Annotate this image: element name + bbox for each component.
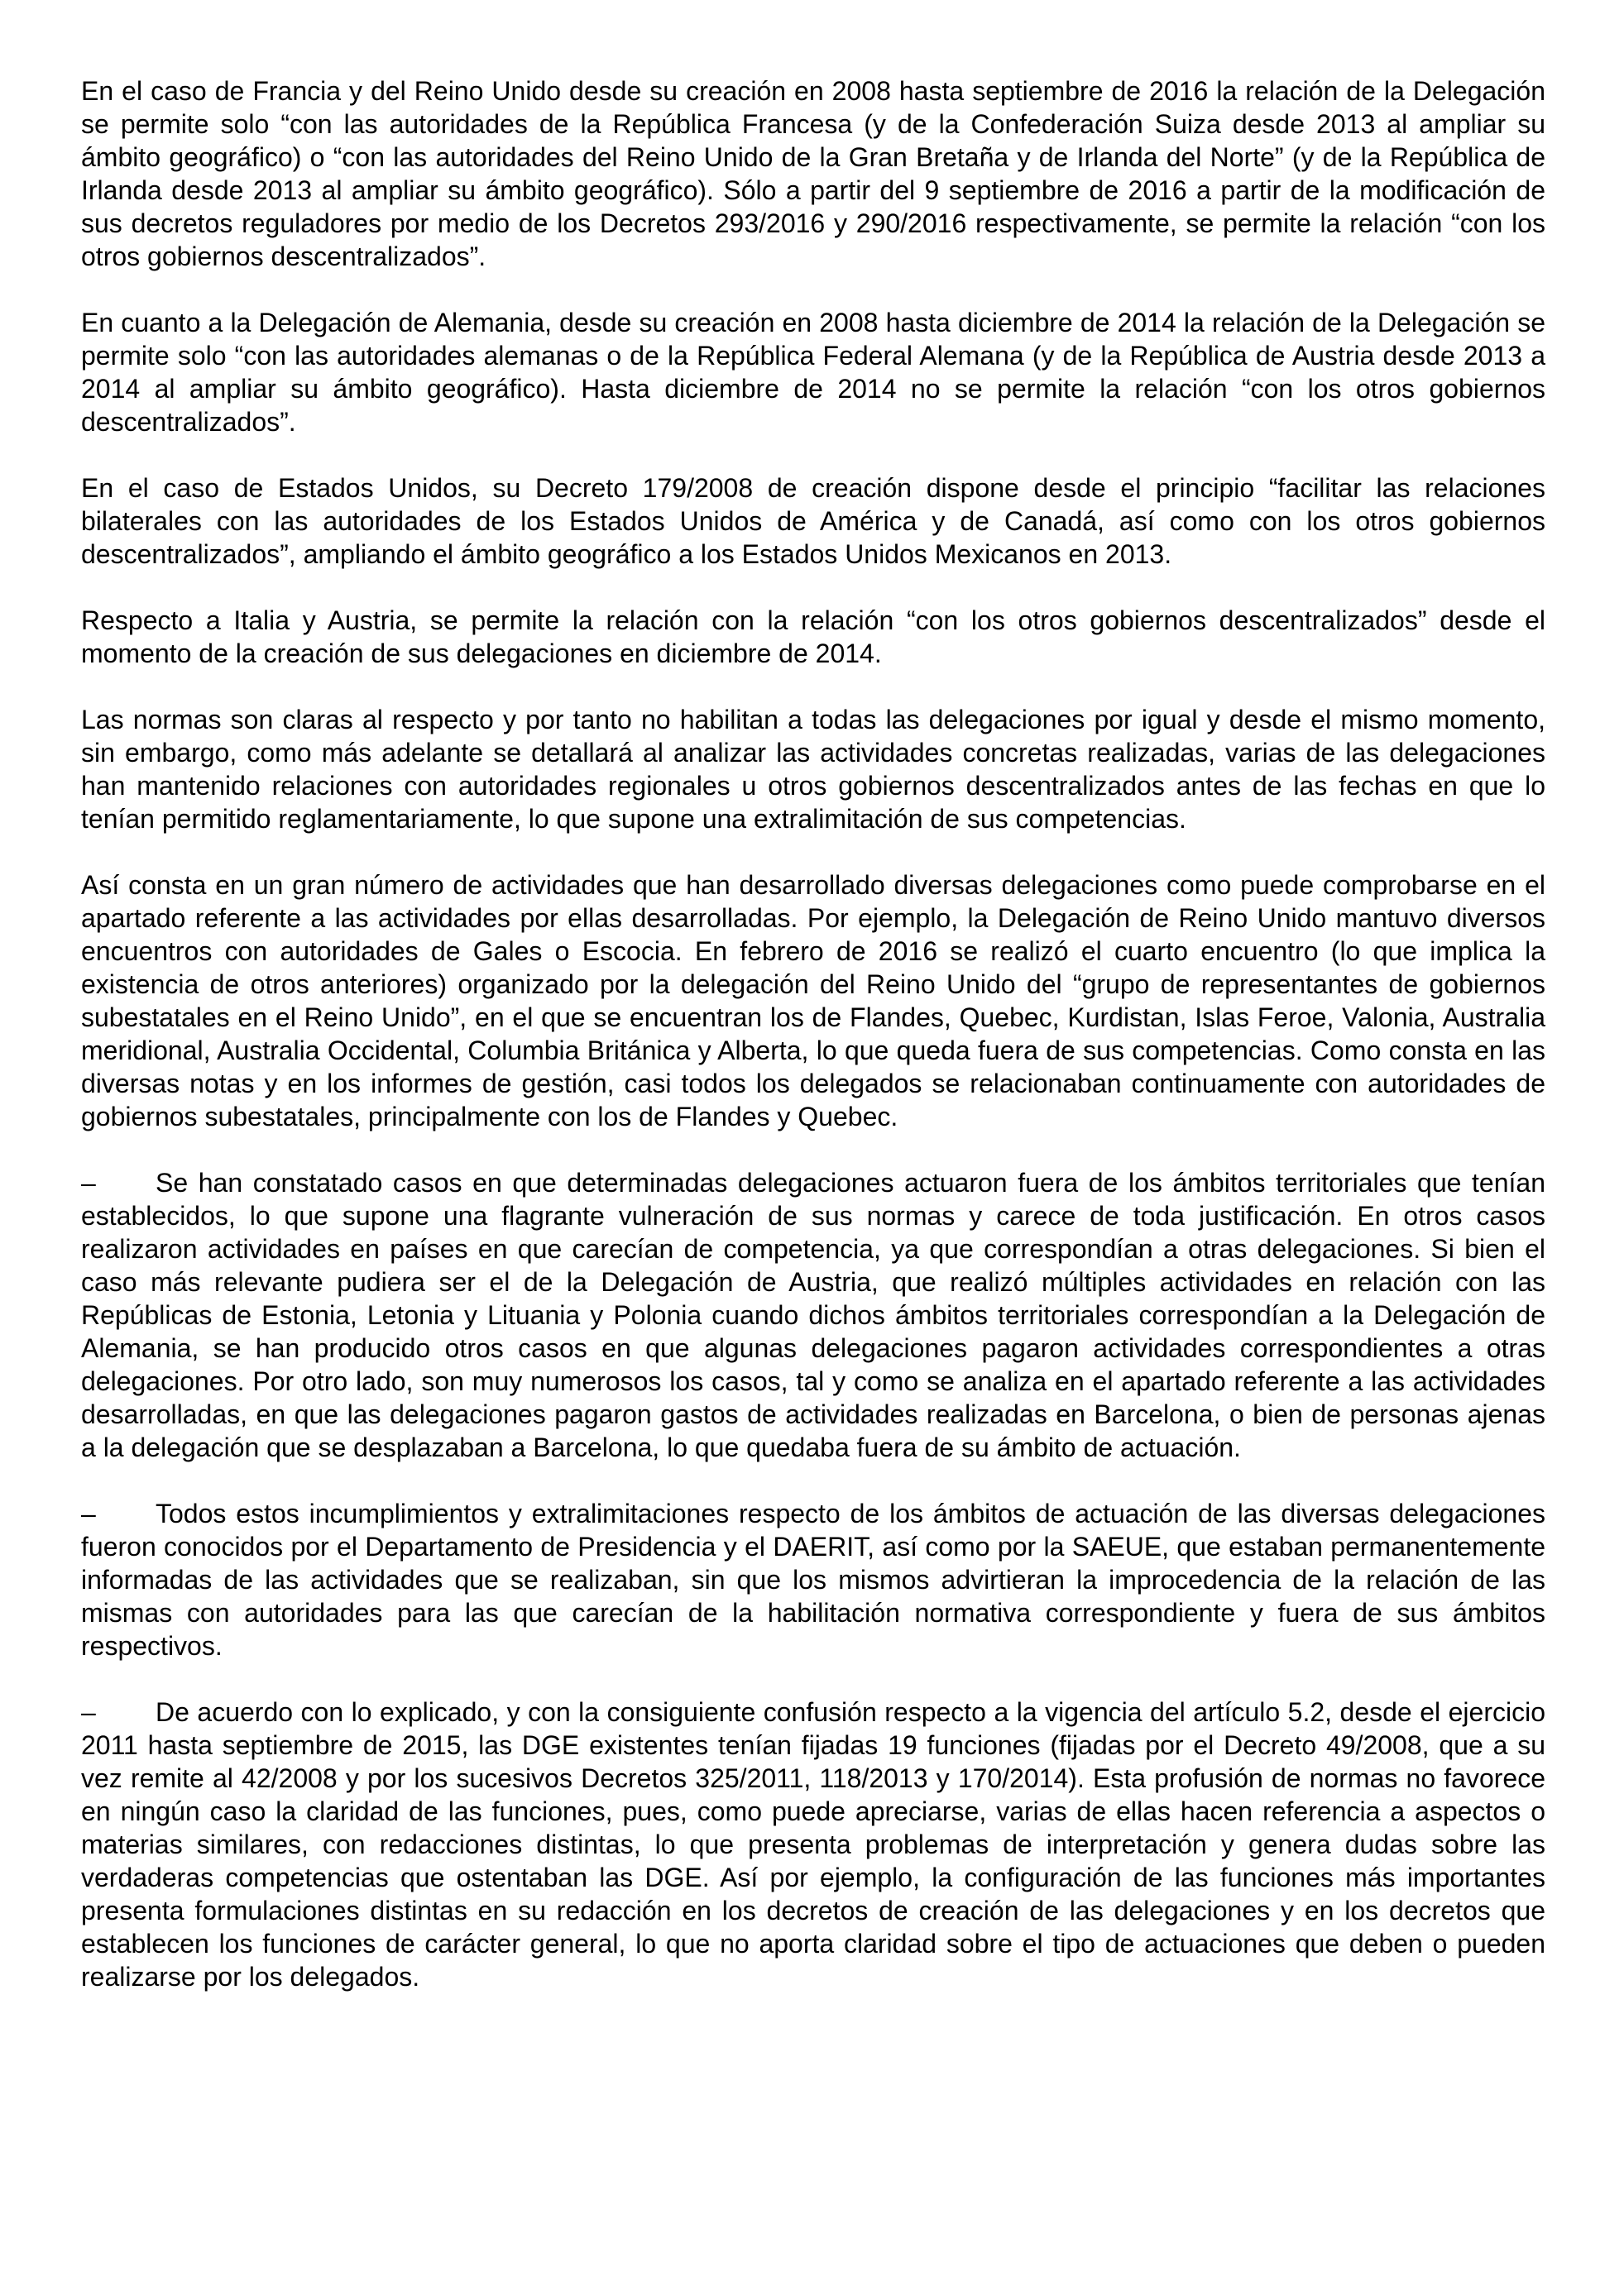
paragraph-norms: Las normas son claras al respecto y por tanto no habilitan a todas las delegaciones por igual y desde el mismo momento, sin embargo, como más adelante se detallará al analizar las actividades concretas realizadas, varias de las delegaciones han mantenido relaciones con autoridades regionales u otros gobiernos descentralizados antes de las fechas en que lo tenían permitido reglamentariamente, lo que supone una extralimitación de sus competencias.: [81, 705, 1545, 834]
dash-marker: –: [81, 1168, 96, 1198]
bullet-dge-functions: [81, 1696, 1545, 1993]
paragraph-activities: Así consta en un gran número de actividades que han desarrollado diversas delegaciones como puede comprobarse en el apartado referente a las actividades por ellas desarrolladas. Por ejemplo, la Delegación de Reino Unido mantuvo diversos encuentros con autoridades de Gales o Escocia. En febrero de 2016 se realizó el cuarto encuentro (lo que implica la existencia de otros anteriores) organizado por la delegación del Reino Unido del “grupo de representantes de gobiernos subestatales en el Reino Unido”, en el que se encuentran los de Flandes, Quebec, Kurdistan, Islas Feroe, Valonia, Australia meridional, Australia Occidental, Columbia Británica y Alberta, lo que queda fuera de sus competencias. Como consta en las diversas notas y en los informes de gestión, casi todos los delegados se relacionaban continuamente con autoridades de gobiernos subestatales, principalmente con los de Flandes y Quebec.: [81, 870, 1545, 1131]
bullet-text: Todos estos incumplimientos y extralimitaciones respecto de los ámbitos de actuación de las diversas delegaciones fueron conocidos por el Departamento de Presidencia y el DAERIT, así como por la SAEUE, que estaban permanentemente informadas de las actividades que se realizaban, sin que los mismos advirtieran la improcedencia de la relación de las mismas con autoridades para las que carecían de la habilitación normativa correspondiente y fuera de sus ámbitos respectivos.: [81, 1499, 1545, 1661]
paragraph-france-uk: En el caso de Francia y del Reino Unido desde su creación en 2008 hasta septiembre de 2016 la relación de la Delegación se permite solo “con las autoridades de la República Francesa (y de la Confederación Suiza desde 2013 al ampliar su ámbito geográfico) o “con las autoridades del Reino Unido de la Gran Bretaña y de Irlanda del Norte” (y de la República de Irlanda desde 2013 al ampliar su ámbito geográfico). Sólo a partir del 9 septiembre de 2016 a partir de la modificación de sus decretos reguladores por medio de los Decretos 293/2016 y 290/2016 respectivamente, se permite la relación “con los otros gobiernos descentralizados”.: [81, 76, 1545, 271]
paragraph-italy-austria: Respecto a Italia y Austria, se permite la relación con la relación “con los otros gobiernos descentralizados” desde el momento de la creación de sus delegaciones en diciembre de 2014.: [81, 605, 1545, 668]
dash-marker: –: [81, 1499, 96, 1528]
paragraph-united-states: En el caso de Estados Unidos, su Decreto 179/2008 de creación dispone desde el principio “facilitar las relaciones bilaterales con las autoridades de los Estados Unidos de América y de Canadá, así como con los otros gobiernos descentralizados”, ampliando el ámbito geográfico a los Estados Unidos Mexicanos en 2013.: [81, 473, 1545, 569]
bullet-text: Se han constatado casos en que determinadas delegaciones actuaron fuera de los ámbitos territoriales que tenían establecidos, lo que supone una flagrante vulneración de sus normas y carece de toda justificación. En otros casos realizaron actividades en países en que carecían de competencia, ya que correspondían a otras delegaciones. Si bien el caso más relevante pudiera ser el de la Delegación de Austria, que realizó múltiples actividades en relación con las Repúblicas de Estonia, Letonia y Lituania y Polonia cuando dichos ámbitos territoriales correspondían a la Delegación de Alemania, se han producido otros casos en que algunas delegaciones pagaron actividades correspondientes a otras delegaciones. Por otro lado, son muy numerosos los casos, tal y como se analiza en el apartado referente a las actividades desarrolladas, en que las delegaciones pagaron gastos de actividades realizadas en Barcelona, o bien de personas ajenas a la delegación que se desplazaban a Barcelona, lo que quedaba fuera de su ámbito de actuación.: [81, 1168, 1545, 1462]
dash-marker: –: [81, 1697, 96, 1727]
document-page: [81, 74, 1545, 2026]
paragraph-germany: En cuanto a la Delegación de Alemania, desde su creación en 2008 hasta diciembre de 2014 la relación de la Delegación se permite solo “con las autoridades alemanas o de la República Federal Alemana (y de la República de Austria desde 2013 a 2014 al ampliar su ámbito geográfico). Hasta diciembre de 2014 no se permite la relación “con los otros gobiernos descentralizados”.: [81, 308, 1545, 437]
bullet-territorial-scope: [81, 1166, 1545, 1464]
bullet-noncompliance-known: [81, 1497, 1545, 1662]
bullet-text: De acuerdo con lo explicado, y con la consiguiente confusión respecto a la vigencia del artículo 5.2, desde el ejercicio 2011 hasta septiembre de 2015, las DGE existentes tenían fijadas 19 funciones (fijadas por el Decreto 49/2008, que a su vez remite al 42/2008 y por los sucesivos Decretos 325/2011, 118/2013 y 170/2014). Esta profusión de normas no favorece en ningún caso la claridad de las funciones, pues, como puede apreciarse, varias de ellas hacen referencia a aspectos o materias similares, con redacciones distintas, lo que presenta problemas de interpretación y genera dudas sobre las verdaderas competencias que ostentaban las DGE. Así por ejemplo, la configuración de las funciones más importantes presenta formulaciones distintas en su redacción en los decretos de creación de las delegaciones y en los decretos que establecen los funciones de carácter general, lo que no aporta claridad sobre el tipo de actuaciones que deben o pueden realizarse por los delegados.: [81, 1697, 1545, 1992]
